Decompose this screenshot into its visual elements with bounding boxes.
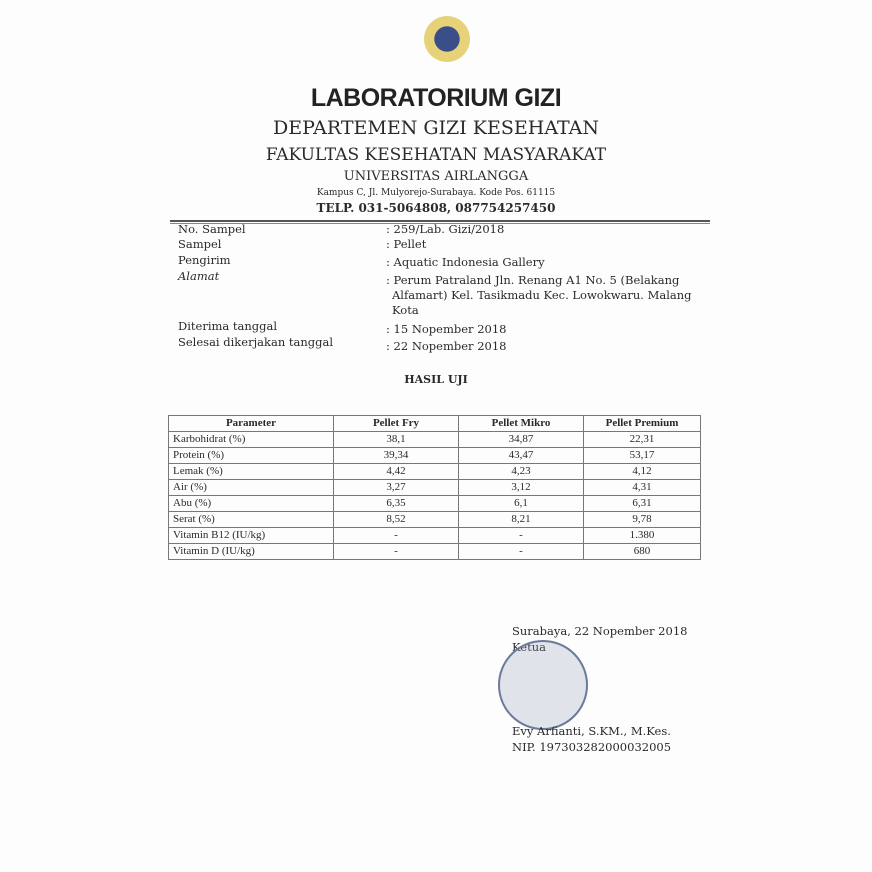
value-cell: - bbox=[334, 528, 459, 544]
signatory-nip: NIP. 197303282000032005 bbox=[512, 740, 672, 754]
value-cell: 8,21 bbox=[459, 512, 584, 528]
value-cell: - bbox=[459, 544, 584, 560]
results-table bbox=[168, 415, 701, 560]
table-row bbox=[169, 432, 701, 448]
phone-line: TELP. 031-5064808, 087754257450 bbox=[316, 201, 556, 215]
value-cell: 9,78 bbox=[584, 512, 701, 528]
parameter-cell: Lemak (%) bbox=[169, 464, 334, 480]
value-cell: 4,42 bbox=[334, 464, 459, 480]
signatory-name: Evy Arfianti, S.KM., M.Kes. bbox=[512, 724, 671, 738]
table-row bbox=[169, 480, 701, 496]
faculty-title: FAKULTAS KESEHATAN MASYARAKAT bbox=[265, 145, 607, 165]
header-cell: Parameter bbox=[169, 416, 334, 432]
table-row bbox=[169, 512, 701, 528]
header-cell: Pellet Premium bbox=[584, 416, 701, 432]
value-cell: 4,23 bbox=[459, 464, 584, 480]
signature-place-date: Surabaya, 22 Nopember 2018 bbox=[512, 624, 688, 638]
info-label: Sampel bbox=[178, 237, 222, 251]
info-label: Alamat bbox=[178, 269, 220, 283]
value-cell: - bbox=[334, 544, 459, 560]
info-value: : Perum Patraland Jln. Renang A1 No. 5 (Belakang Alfamart) Kel. Tasikmadu Kec. Lowokwaru. Malang Kota bbox=[386, 273, 692, 317]
signature-role: Ketua bbox=[512, 640, 546, 654]
value-cell: 6,1 bbox=[459, 496, 584, 512]
parameter-cell: Abu (%) bbox=[169, 496, 334, 512]
department-title: DEPARTEMEN GIZI KESEHATAN bbox=[273, 117, 599, 139]
value-cell: 43,47 bbox=[459, 448, 584, 464]
value-cell: 39,34 bbox=[334, 448, 459, 464]
table-row bbox=[169, 464, 701, 480]
parameter-cell: Vitamin B12 (IU/kg) bbox=[169, 528, 334, 544]
info-value: : Aquatic Indonesia Gallery bbox=[386, 255, 545, 269]
info-label: Diterima tanggal bbox=[178, 319, 278, 333]
lab-title: LABORATORIUM GIZI bbox=[310, 84, 562, 112]
value-cell: 1.380 bbox=[584, 528, 701, 544]
header-cell: Pellet Fry bbox=[334, 416, 459, 432]
value-cell: 6,31 bbox=[584, 496, 701, 512]
info-value: : Pellet bbox=[386, 237, 427, 251]
table-row bbox=[169, 528, 701, 544]
value-cell: 680 bbox=[584, 544, 701, 560]
value-cell: 4,31 bbox=[584, 480, 701, 496]
parameter-cell: Protein (%) bbox=[169, 448, 334, 464]
parameter-cell: Serat (%) bbox=[169, 512, 334, 528]
parameter-cell: Karbohidrat (%) bbox=[169, 432, 334, 448]
parameter-cell: Vitamin D (IU/kg) bbox=[169, 544, 334, 560]
table-row bbox=[169, 496, 701, 512]
value-cell: 22,31 bbox=[584, 432, 701, 448]
header-cell: Pellet Mikro bbox=[459, 416, 584, 432]
value-cell: 6,35 bbox=[334, 496, 459, 512]
value-cell: 3,12 bbox=[459, 480, 584, 496]
value-cell: 4,12 bbox=[584, 464, 701, 480]
parameter-cell: Air (%) bbox=[169, 480, 334, 496]
university-title: UNIVERSITAS AIRLANGGA bbox=[343, 169, 529, 184]
address-line: Kampus C, Jl. Mulyorejo-Surabaya. Kode Pos. 61115 bbox=[316, 188, 556, 198]
university-logo bbox=[424, 16, 470, 62]
value-cell: 38,1 bbox=[334, 432, 459, 448]
official-stamp bbox=[498, 640, 588, 730]
value-cell: 3,27 bbox=[334, 480, 459, 496]
results-title: HASIL UJI bbox=[404, 373, 468, 386]
table-header-row bbox=[169, 416, 701, 432]
value-cell: 34,87 bbox=[459, 432, 584, 448]
info-value: : 15 Nopember 2018 bbox=[386, 322, 507, 336]
table-row bbox=[169, 448, 701, 464]
info-label: Selesai dikerjakan tanggal bbox=[178, 335, 334, 349]
info-label: No. Sampel bbox=[178, 222, 246, 236]
info-value: : 22 Nopember 2018 bbox=[386, 339, 507, 353]
value-cell: 53,17 bbox=[584, 448, 701, 464]
table-row bbox=[169, 544, 701, 560]
value-cell: - bbox=[459, 528, 584, 544]
info-value: : 259/Lab. Gizi/2018 bbox=[386, 222, 505, 236]
value-cell: 8,52 bbox=[334, 512, 459, 528]
info-label: Pengirim bbox=[178, 253, 231, 267]
